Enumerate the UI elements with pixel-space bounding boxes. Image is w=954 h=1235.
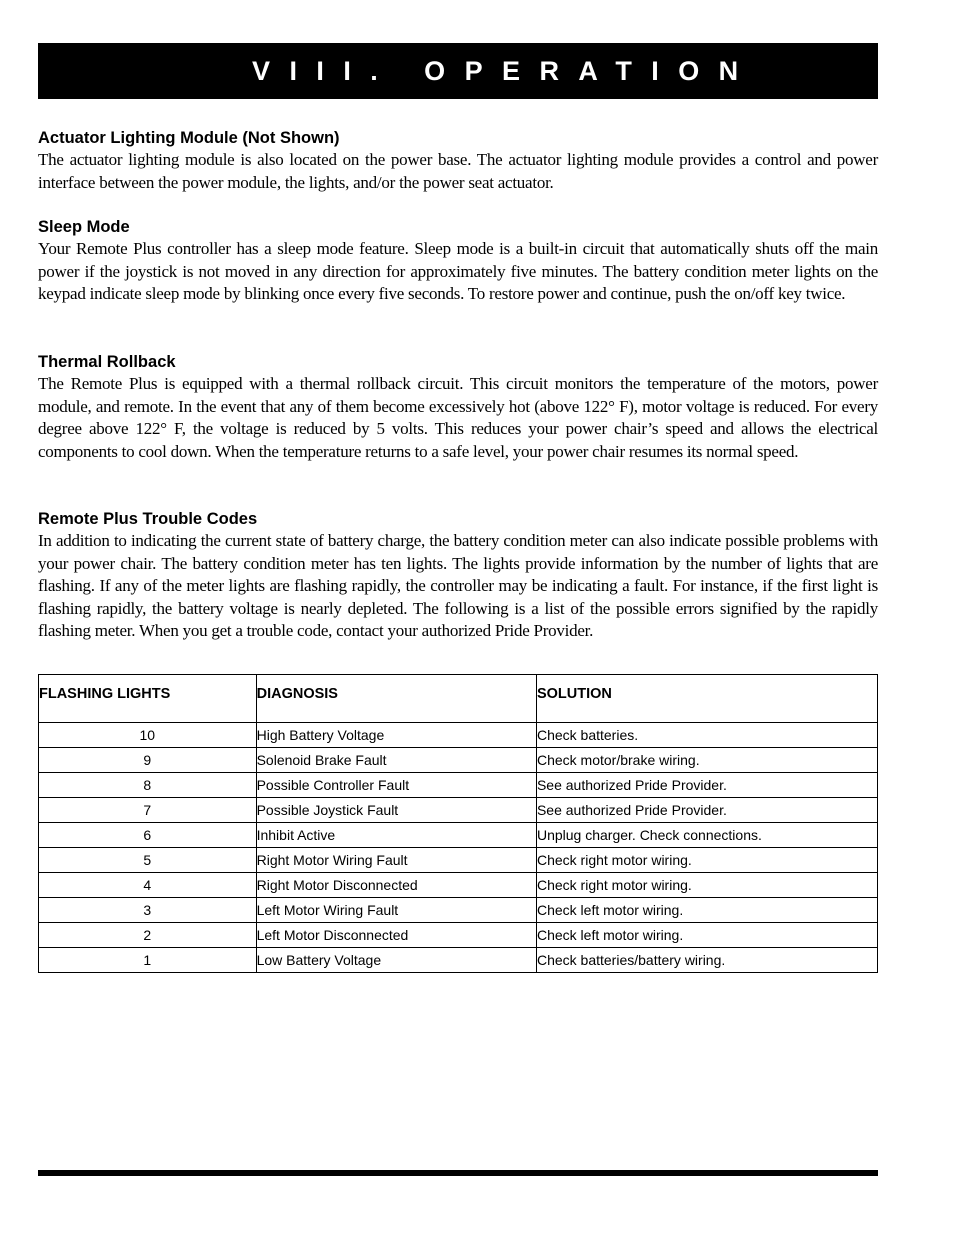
cell-solution: See authorized Pride Provider.	[536, 773, 877, 798]
cell-solution: Check batteries/battery wiring.	[536, 948, 877, 973]
table-row	[39, 823, 878, 848]
section-body: Your Remote Plus controller has a sleep mode feature. Sleep mode is a built-in circuit that automatically shuts off the main power if the joystick is not moved in any direction for approximately five minutes. The battery condition meter lights on the keypad indicate sleep mode by blinking once every five seconds. To restore power and continue, push the on/off key twice.	[38, 239, 878, 303]
table-row	[39, 748, 878, 773]
cell-diagnosis: Left Motor Disconnected	[256, 923, 536, 948]
cell-lights: 9	[39, 748, 257, 773]
cell-solution: Check left motor wiring.	[536, 923, 877, 948]
cell-diagnosis: Right Motor Disconnected	[256, 873, 536, 898]
section-heading: Actuator Lighting Module (Not Shown)	[38, 129, 340, 147]
cell-diagnosis: Possible Controller Fault	[256, 773, 536, 798]
footer-rule	[38, 1170, 878, 1176]
table-row	[39, 773, 878, 798]
table-row	[39, 923, 878, 948]
section-body: The Remote Plus is equipped with a thermal rollback circuit. This circuit monitors the temperature of the motors, power module, and remote. In the event that any of them become excessively hot (above 122° F), motor voltage is reduced. For every degree above 122° F, the voltage is reduced by 5 volts. This reduces your power chair’s speed and allows the electrical components to cool down. When the temperature returns to a safe level, your power chair resumes its normal speed.	[38, 374, 878, 461]
table-row	[39, 948, 878, 973]
cell-lights: 7	[39, 798, 257, 823]
cell-lights: 8	[39, 773, 257, 798]
cell-lights: 5	[39, 848, 257, 873]
cell-lights: 2	[39, 923, 257, 948]
cell-solution: Unplug charger. Check connections.	[536, 823, 877, 848]
cell-solution: Check motor/brake wiring.	[536, 748, 877, 773]
cell-solution: Check left motor wiring.	[536, 898, 877, 923]
table-row	[39, 898, 878, 923]
cell-diagnosis: Right Motor Wiring Fault	[256, 848, 536, 873]
section-heading: Thermal Rollback	[38, 353, 176, 371]
section-sleep-mode	[38, 216, 878, 306]
section-actuator-lighting-module	[38, 127, 878, 194]
cell-diagnosis: Possible Joystick Fault	[256, 798, 536, 823]
cell-diagnosis: High Battery Voltage	[256, 723, 536, 748]
cell-lights: 6	[39, 823, 257, 848]
section-heading: Sleep Mode	[38, 218, 130, 236]
column-header-diagnosis: DIAGNOSIS	[256, 675, 536, 723]
cell-solution: See authorized Pride Provider.	[536, 798, 877, 823]
cell-solution: Check right motor wiring.	[536, 848, 877, 873]
section-thermal-rollback	[38, 351, 878, 463]
cell-lights: 10	[39, 723, 257, 748]
cell-diagnosis: Solenoid Brake Fault	[256, 748, 536, 773]
table-row	[39, 848, 878, 873]
section-trouble-codes	[38, 508, 878, 643]
page-title-banner	[38, 43, 878, 99]
section-heading: Remote Plus Trouble Codes	[38, 510, 258, 528]
column-header-flashing-lights: FLASHING LIGHTS	[39, 675, 257, 723]
table-row	[39, 798, 878, 823]
cell-solution: Check batteries.	[536, 723, 877, 748]
cell-lights: 3	[39, 898, 257, 923]
trouble-codes-table	[38, 674, 878, 973]
cell-diagnosis: Left Motor Wiring Fault	[256, 898, 536, 923]
table-header-row	[39, 675, 878, 723]
cell-diagnosis: Low Battery Voltage	[256, 948, 536, 973]
cell-lights: 1	[39, 948, 257, 973]
cell-lights: 4	[39, 873, 257, 898]
cell-solution: Check right motor wiring.	[536, 873, 877, 898]
table-row	[39, 873, 878, 898]
section-body: In addition to indicating the current state of battery charge, the battery condition meter can also indicate possible problems with your power chair. The battery condition meter has ten lights. The lights provide information by the number of lights that are flashing. If any of the meter lights are flashing rapidly, the controller may be indicating a fault. For instance, if the first light is flashing rapidly, the battery voltage is nearly depleted. The following is a list of the possible errors signified by the rapidly flashing meter. When you get a trouble code, contact your authorized Pride Provider.	[38, 531, 878, 640]
cell-diagnosis: Inhibit Active	[256, 823, 536, 848]
page-title: VIII. OPERATION	[252, 55, 758, 86]
section-body: The actuator lighting module is also located on the power base. The actuator lighting module provides a control and power interface between the power module, the lights, and/or the power seat actuator.	[38, 150, 878, 192]
column-header-solution: SOLUTION	[536, 675, 877, 723]
table-row	[39, 723, 878, 748]
